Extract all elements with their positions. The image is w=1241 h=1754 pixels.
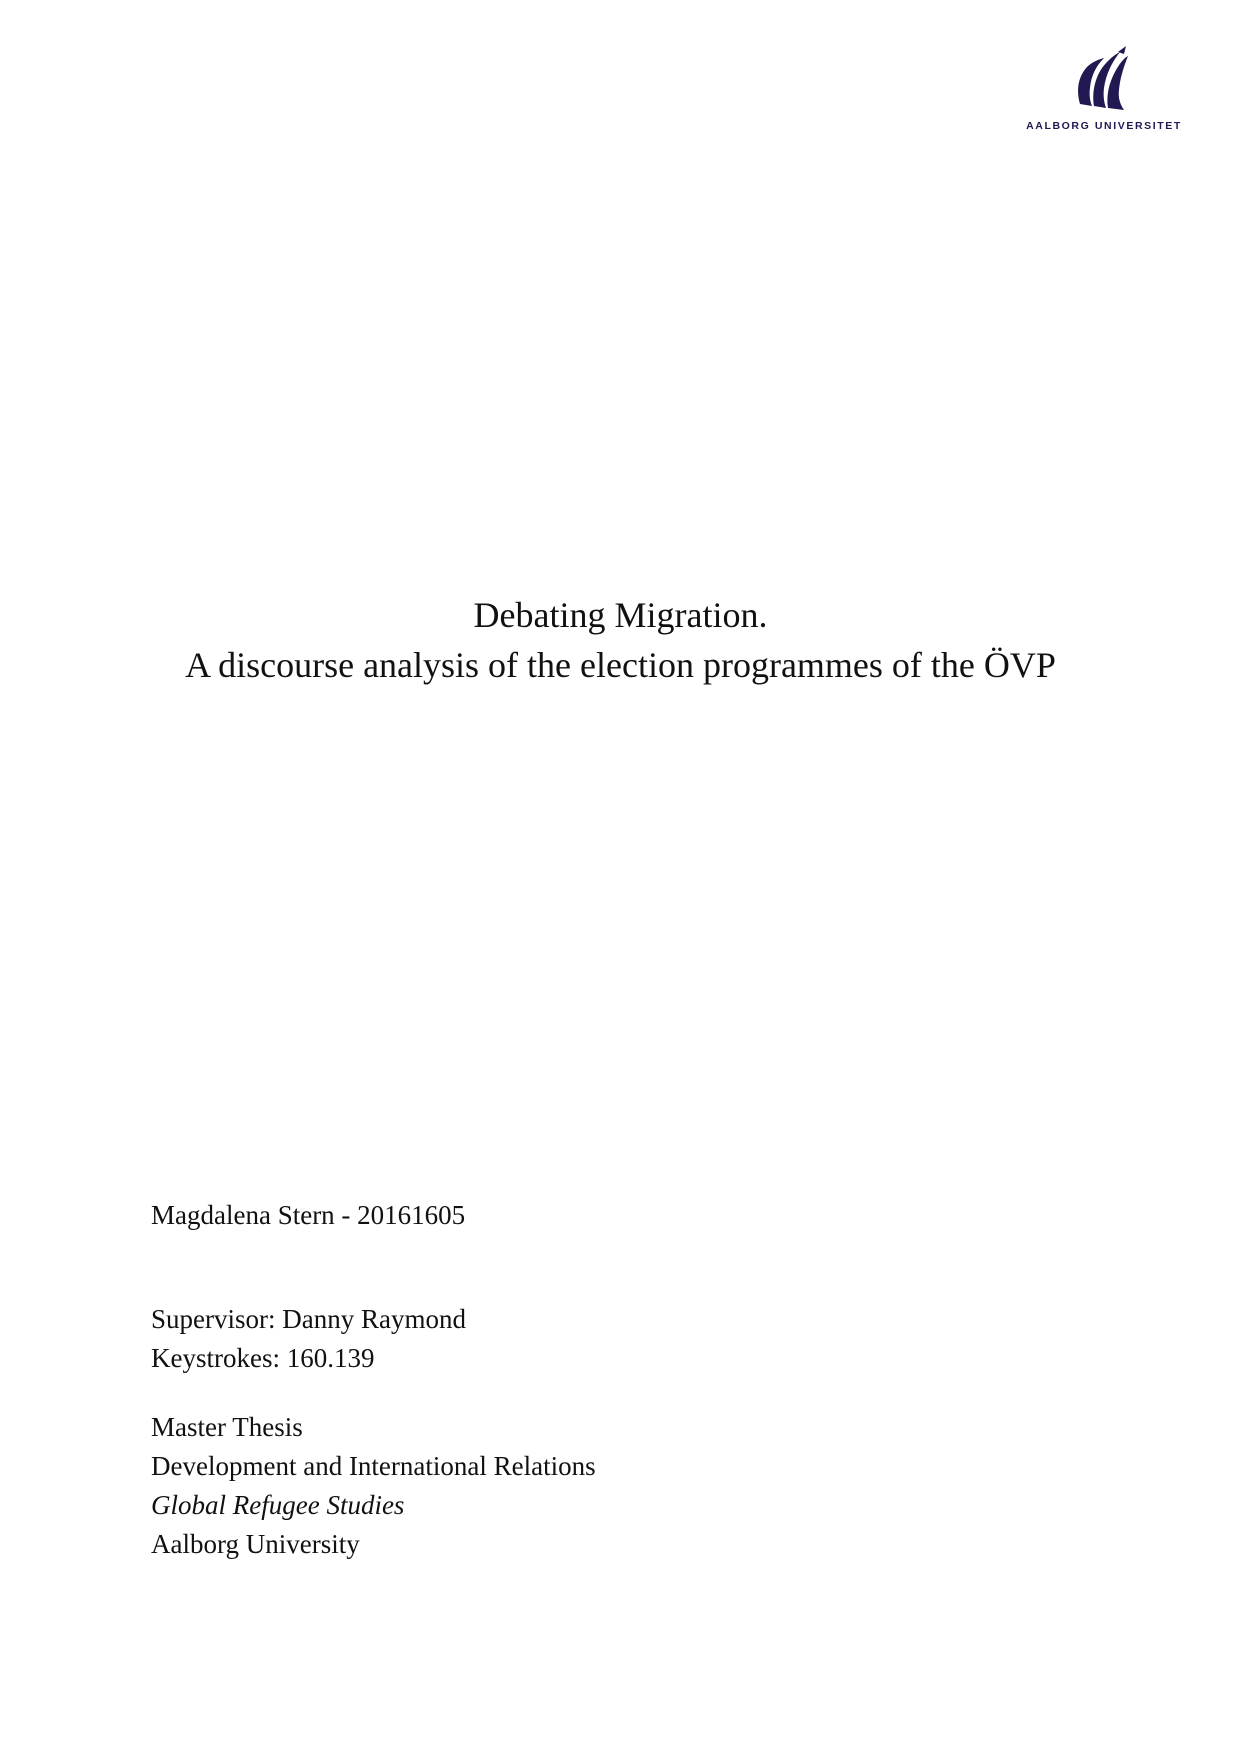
title-line-1: Debating Migration. — [473, 595, 768, 635]
program-block — [151, 1408, 596, 1564]
supervisor-line: Supervisor: Danny Raymond — [151, 1304, 466, 1334]
title-line-2: A discourse analysis of the election programmes of the ÖVP — [185, 645, 1056, 685]
university-logo — [1019, 46, 1189, 146]
document-title — [0, 590, 1241, 690]
aau-logo-icon — [1074, 46, 1134, 112]
thesis-type-line: Master Thesis — [151, 1412, 303, 1442]
author-block — [151, 1196, 465, 1235]
specialisation-line: Global Refugee Studies — [151, 1490, 405, 1520]
supervision-block — [151, 1300, 466, 1378]
keystrokes-line: Keystrokes: 160.139 — [151, 1343, 375, 1373]
logo-wordmark: AALBORG UNIVERSITET — [1026, 120, 1182, 132]
author-line: Magdalena Stern - 20161605 — [151, 1200, 466, 1230]
university-line: Aalborg University — [151, 1529, 360, 1559]
programme-line: Development and International Relations — [151, 1451, 596, 1481]
